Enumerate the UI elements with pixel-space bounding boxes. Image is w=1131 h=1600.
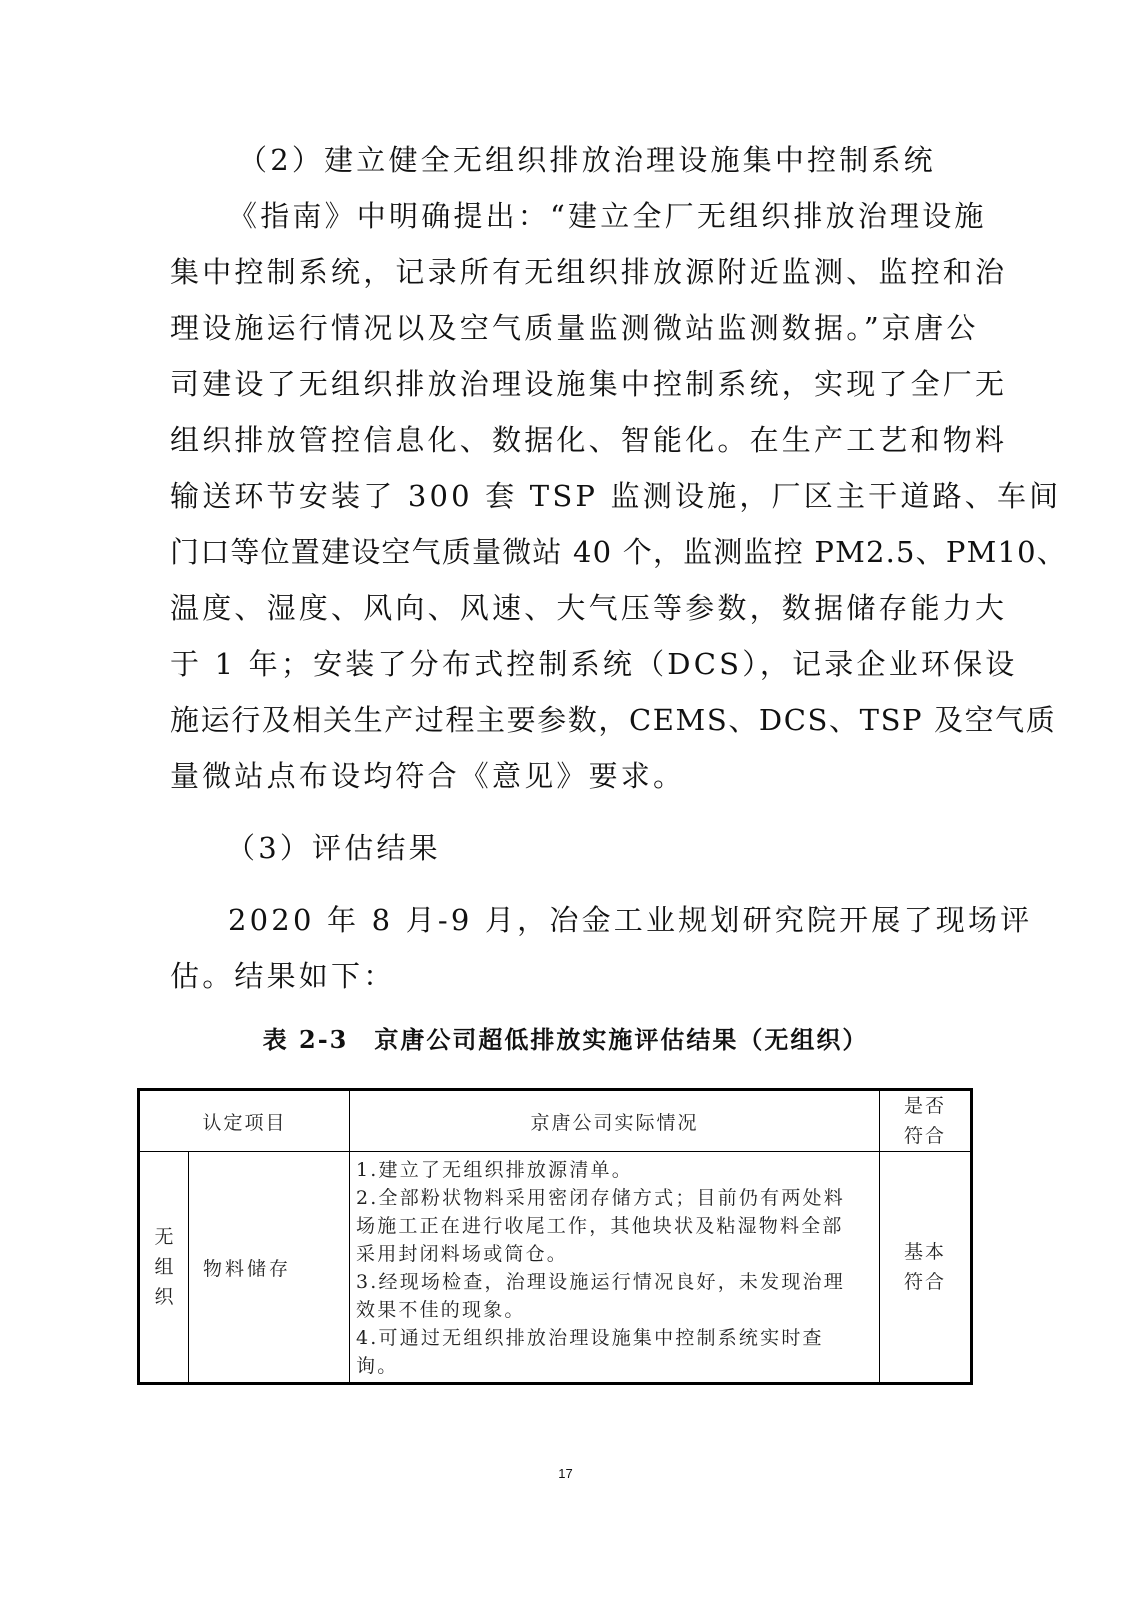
body-line: 输送环节安装了 300 套 TSP 监测设施，厂区主干道路、车间 <box>170 479 1062 513</box>
table-caption: 表 2-3 京唐公司超低排放实施评估结果（无组织） <box>262 1025 869 1054</box>
header-item: 认定项目 <box>139 1090 350 1152</box>
page-number: 17 <box>558 1466 573 1481</box>
header-comply-line2: 符合 <box>903 1125 946 1147</box>
body-line: 温度、湿度、风向、风速、大气压等参数，数据储存能力大 <box>170 591 1008 625</box>
category-char: 织 <box>154 1286 174 1308</box>
category-char: 无 <box>154 1226 174 1248</box>
body-line: 施运行及相关生产过程主要参数，CEMS、DCS、TSP 及空气质 <box>170 703 1057 737</box>
actual-line: 1.建立了无组织排放源清单。 <box>356 1159 633 1181</box>
result-line: 2020 年 8 月-9 月，冶金工业规划研究院开展了现场评 <box>228 903 1033 937</box>
body-line: 理设施运行情况以及空气质量监测微站监测数据。”京唐公 <box>170 311 979 345</box>
body-line: 量微站点布设均符合《意见》要求。 <box>170 759 686 793</box>
body-line: 组织排放管控信息化、数据化、智能化。在生产工艺和物料 <box>170 423 1008 457</box>
body-line: 司建设了无组织排放治理设施集中控制系统，实现了全厂无 <box>170 367 1008 401</box>
actual-cell <box>350 1152 880 1384</box>
actual-line: 场施工正在进行收尾工作，其他块状及粘湿物料全部 <box>356 1215 844 1237</box>
actual-line: 采用封闭料场或筒仓。 <box>356 1243 569 1265</box>
table-header-row <box>139 1090 972 1152</box>
result-line1: 基本 <box>903 1241 946 1263</box>
actual-line: 4.可通过无组织排放治理设施集中控制系统实时查 <box>356 1327 824 1349</box>
result-line: 估。结果如下： <box>170 959 396 993</box>
result-cell <box>880 1152 972 1384</box>
header-actual: 京唐公司实际情况 <box>350 1090 880 1152</box>
heading-3: （3）评估结果 <box>226 831 441 865</box>
heading-2: （2）建立健全无组织排放治理设施集中控制系统 <box>238 143 936 177</box>
actual-line: 询。 <box>356 1355 399 1377</box>
actual-line: 3.经现场检查，治理设施运行情况良好，未发现治理 <box>356 1271 845 1293</box>
assessment-table <box>137 1088 973 1385</box>
header-comply <box>880 1090 972 1152</box>
category-cell <box>139 1152 189 1384</box>
body-line: 于 1 年；安装了分布式控制系统（DCS），记录企业环保设 <box>170 647 1018 681</box>
header-comply-line1: 是否 <box>903 1095 946 1117</box>
body-line: 集中控制系统，记录所有无组织排放源附近监测、监控和治 <box>170 255 1008 289</box>
subitem-cell: 物料储存 <box>189 1152 350 1384</box>
category-char: 组 <box>154 1256 174 1278</box>
actual-line: 效果不佳的现象。 <box>356 1299 526 1321</box>
actual-line: 2.全部粉状物料采用密闭存储方式；目前仍有两处料 <box>356 1187 845 1209</box>
body-line: 《指南》中明确提出：“建立全厂无组织排放治理设施 <box>228 199 987 233</box>
table-row <box>139 1152 972 1384</box>
body-line: 门口等位置建设空气质量微站 40 个，监测监控 PM2.5、PM10、 <box>170 535 1067 569</box>
result-line2: 符合 <box>903 1271 946 1293</box>
